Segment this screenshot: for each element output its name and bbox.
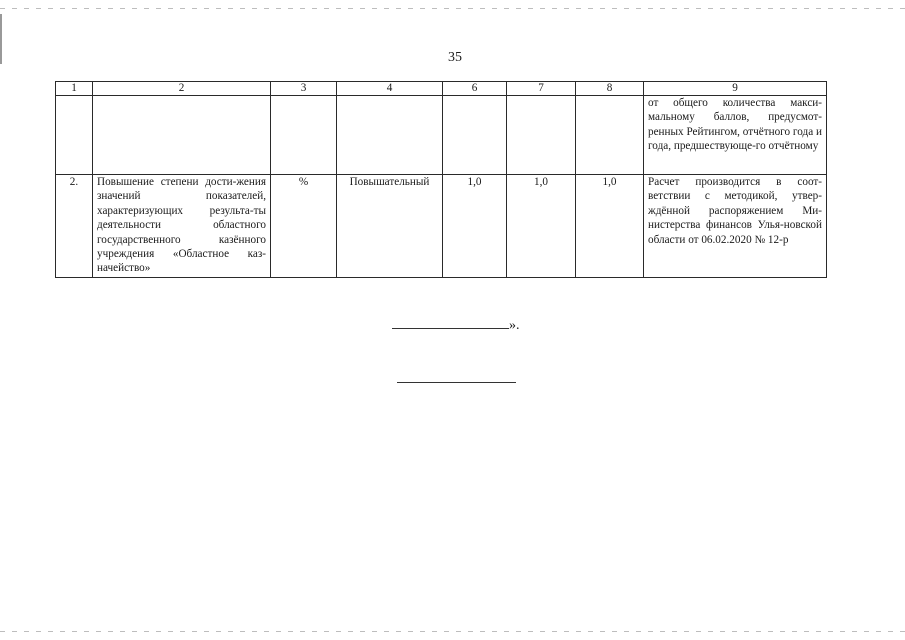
table-cell [337, 96, 443, 175]
table-row-continuation [56, 96, 827, 175]
table-cell [271, 96, 337, 175]
scan-edge-mark [0, 14, 2, 64]
method-description: Расчет производится в соот-ветствии с методикой, утвер-ждённой распоряжением Ми-нистерства финансов Улья-новской области от 06.02.2020 № 12-р [644, 175, 827, 278]
table-header-row [56, 82, 827, 96]
table-cell [56, 96, 93, 175]
blank-line [392, 316, 509, 329]
type-cell: Повышательный [337, 175, 443, 278]
indicators-table [55, 81, 827, 278]
separator-rule [397, 382, 516, 383]
closing-quote: ». [509, 318, 520, 333]
value-cell-6: 1,0 [443, 175, 507, 278]
header-cell: 4 [337, 82, 443, 96]
header-cell: 3 [271, 82, 337, 96]
header-cell: 6 [443, 82, 507, 96]
header-cell: 2 [93, 82, 271, 96]
header-cell: 8 [576, 82, 644, 96]
scan-noise-bottom [0, 631, 905, 632]
header-cell: 9 [644, 82, 827, 96]
indicator-name: Повышение степени дости-жения значений показателей, характеризующих результа-ты деятельности областного государственного казённого учреждения «Областное каз-начейство» [93, 175, 271, 278]
scan-noise-top [0, 8, 905, 9]
unit-cell: % [271, 175, 337, 278]
closing-line [392, 316, 520, 334]
table-cell [443, 96, 507, 175]
page-number: 35 [448, 50, 462, 65]
header-cell: 1 [56, 82, 93, 96]
header-cell: 7 [507, 82, 576, 96]
row-number: 2. [56, 175, 93, 278]
continuation-text: от общего количества макси-мальному баллов, предусмот-ренных Рейтингом, отчётного года и года, предшествующе-го отчётному [644, 96, 827, 175]
table-cell [93, 96, 271, 175]
value-cell-7: 1,0 [507, 175, 576, 278]
value-cell-8: 1,0 [576, 175, 644, 278]
table-row [56, 175, 827, 278]
table-cell [576, 96, 644, 175]
table-cell [507, 96, 576, 175]
